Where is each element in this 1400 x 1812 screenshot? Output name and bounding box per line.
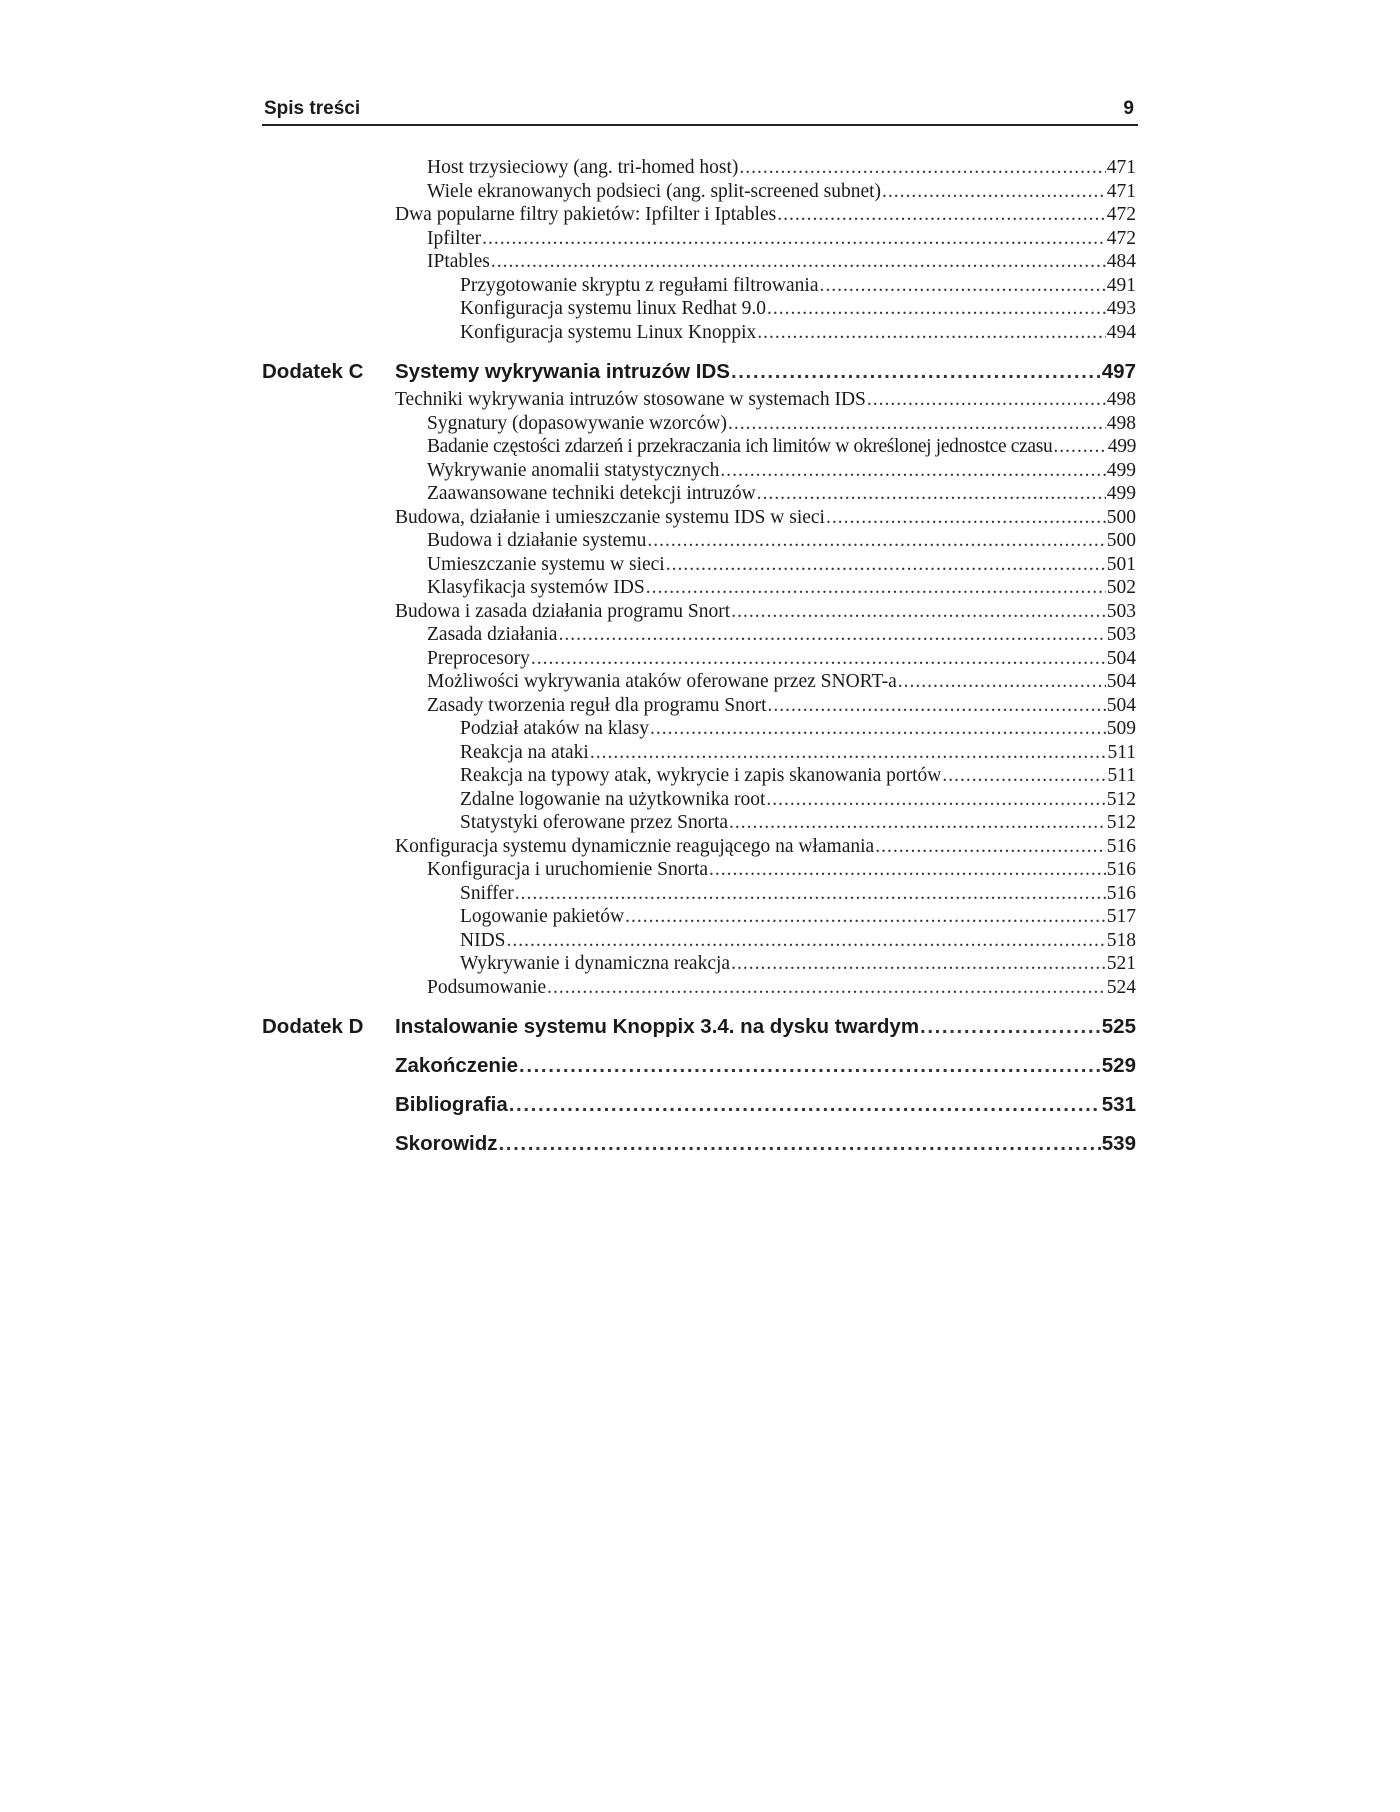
appendix-d-page: 525	[1101, 1015, 1136, 1038]
appendix-c-page: 497	[1101, 360, 1136, 383]
toc-entry[interactable]	[460, 905, 1138, 929]
dot-leader	[731, 952, 1106, 976]
dot-leader	[625, 905, 1106, 929]
dot-leader	[531, 647, 1106, 671]
spacer	[262, 1043, 1138, 1050]
toc-entry-title: Zasady tworzenia reguł dla programu Snort	[427, 694, 767, 716]
toc-entry[interactable]	[460, 811, 1138, 835]
toc-entry-page: 512	[1106, 788, 1136, 810]
toc-entry-page: 503	[1106, 600, 1136, 622]
toc-entry-title: Budowa i działanie systemu	[427, 530, 647, 551]
toc-entry-page: 512	[1106, 812, 1136, 833]
dot-leader	[728, 412, 1106, 436]
toc-entry-page: 493	[1106, 298, 1136, 319]
toc-entry-page: 509	[1106, 718, 1136, 739]
toc-entry[interactable]	[427, 670, 1138, 694]
running-head-page-number: 9	[1123, 98, 1134, 119]
toc-entry[interactable]	[460, 929, 1138, 953]
dot-leader	[647, 529, 1105, 553]
toc-entry-page: 472	[1106, 227, 1136, 249]
toc-entry-title: Wykrywanie anomalii statystycznych	[427, 459, 720, 481]
toc-entry[interactable]	[460, 297, 1138, 321]
closing-section-bibliography[interactable]	[395, 1089, 1138, 1121]
toc-entry[interactable]	[395, 835, 1138, 859]
dot-leader	[768, 694, 1106, 718]
dot-leader	[942, 764, 1106, 788]
toc-entry-page: 491	[1106, 274, 1136, 296]
toc-entry-title: Budowa i zasada działania programu Snort	[395, 600, 731, 622]
dot-leader	[590, 741, 1107, 765]
toc-entry[interactable]	[427, 435, 1138, 459]
toc-entry-page: 500	[1106, 506, 1136, 528]
toc-entry-title: Host trzysieciowy (ang. tri-homed host)	[427, 157, 739, 178]
dot-leader	[515, 882, 1106, 906]
dot-leader	[898, 670, 1106, 694]
dot-leader	[558, 623, 1105, 647]
toc-entry[interactable]	[427, 180, 1138, 204]
toc-entry[interactable]	[427, 412, 1138, 436]
toc-entry-page: 499	[1106, 459, 1136, 481]
closing-section-page: 531	[1101, 1093, 1136, 1116]
toc-entry-page: 498	[1106, 412, 1136, 434]
closing-section-title: Zakończenie	[395, 1054, 519, 1077]
toc-page	[262, 94, 1138, 1160]
dot-leader	[709, 858, 1106, 882]
toc-entry[interactable]	[427, 482, 1138, 506]
toc-entry-title: Konfiguracja systemu Linux Knoppix	[460, 321, 757, 343]
running-head-title: Spis treści	[264, 98, 361, 119]
toc-entry-title: Klasyfikacja systemów IDS	[427, 577, 645, 598]
toc-entry-page: 500	[1106, 530, 1136, 551]
toc-entry-title: Zaawansowane techniki detekcji intruzów	[427, 483, 756, 504]
closing-section-page: 539	[1101, 1132, 1136, 1155]
appendix-c-heading[interactable]	[262, 356, 1138, 388]
toc-entry-title: Ipfilter	[427, 227, 482, 249]
toc-entry-page: 494	[1106, 321, 1136, 343]
toc-entry[interactable]	[460, 717, 1138, 741]
toc-entry-title: Reakcja na ataki	[460, 741, 589, 763]
closing-section-page: 529	[1101, 1054, 1136, 1077]
toc-entry-page: 521	[1106, 953, 1136, 974]
table-of-contents	[262, 156, 1138, 1160]
toc-entry-title: Logowanie pakietów	[460, 906, 625, 927]
toc-entry[interactable]	[427, 858, 1138, 882]
toc-entry[interactable]	[427, 553, 1138, 577]
toc-entry-page: 517	[1106, 906, 1136, 927]
toc-entry-title: Sniffer	[460, 882, 514, 904]
toc-entry-page: 524	[1106, 976, 1136, 998]
toc-entry-page: 499	[1107, 436, 1136, 457]
closing-section-title: Skorowidz	[395, 1132, 498, 1155]
header-rule	[262, 124, 1138, 126]
dot-leader	[766, 788, 1105, 812]
dot-leader	[729, 811, 1106, 835]
toc-entry-title: Techniki wykrywania intruzów stosowane w systemach IDS	[395, 389, 866, 410]
toc-entry[interactable]	[427, 529, 1138, 553]
toc-entry[interactable]	[427, 694, 1138, 718]
toc-entry-title: Sygnatury (dopasowywanie wzorców)	[427, 412, 728, 434]
toc-entry[interactable]	[427, 227, 1138, 251]
appendix-c-label: Dodatek C	[262, 360, 364, 383]
dot-leader	[507, 929, 1106, 953]
toc-entry-page: 511	[1107, 765, 1136, 786]
dot-leader	[519, 1050, 1101, 1082]
dot-leader	[666, 553, 1106, 577]
spacer	[262, 344, 1138, 356]
dot-leader	[731, 600, 1106, 624]
toc-entry[interactable]	[460, 952, 1138, 976]
toc-entry[interactable]	[460, 764, 1138, 788]
dot-leader	[1053, 435, 1106, 459]
toc-entry-page: 502	[1106, 577, 1136, 598]
toc-entry-page: 516	[1106, 835, 1136, 857]
dot-leader	[757, 321, 1106, 345]
toc-entry-title: Konfiguracja systemu linux Redhat 9.0	[460, 298, 766, 319]
toc-entry-title: Konfiguracja i uruchomienie Snorta	[427, 859, 709, 880]
appendix-d-title: Instalowanie systemu Knoppix 3.4. na dysku twardym	[395, 1015, 920, 1038]
toc-entry-page: 472	[1106, 204, 1136, 225]
dot-leader	[819, 274, 1105, 298]
dot-leader	[867, 388, 1106, 412]
toc-entry-title: Możliwości wykrywania ataków oferowane przez SNORT-a	[427, 671, 897, 692]
toc-entry[interactable]	[395, 600, 1138, 624]
toc-entry-title: NIDS	[460, 929, 506, 951]
dot-leader	[499, 1128, 1101, 1160]
dot-leader	[650, 717, 1106, 741]
toc-entry[interactable]	[395, 388, 1138, 412]
toc-entry[interactable]	[460, 741, 1138, 765]
spacer	[262, 1082, 1138, 1089]
dot-leader	[509, 1089, 1101, 1121]
dot-leader	[767, 297, 1106, 321]
toc-entry-page: 471	[1106, 157, 1136, 178]
toc-entry-page: 504	[1106, 647, 1136, 669]
toc-entry[interactable]	[395, 203, 1138, 227]
appendix-c-title: Systemy wykrywania intruzów IDS	[395, 360, 730, 383]
toc-entry[interactable]	[427, 647, 1138, 671]
toc-entry-title: Wykrywanie i dynamiczna reakcja	[460, 953, 731, 974]
dot-leader	[720, 459, 1105, 483]
closing-section-conclusion[interactable]	[395, 1050, 1138, 1082]
toc-entry[interactable]	[460, 882, 1138, 906]
toc-entry-title: Wiele ekranowanych podsieci (ang. split-screened subnet)	[427, 180, 882, 202]
toc-entry[interactable]	[427, 156, 1138, 180]
dot-leader	[482, 227, 1106, 251]
running-head	[262, 94, 1138, 120]
toc-entry[interactable]	[460, 321, 1138, 345]
dot-leader	[646, 576, 1106, 600]
toc-entry[interactable]	[427, 576, 1138, 600]
toc-entry-title: Zdalne logowanie na użytkownika root	[460, 788, 766, 810]
toc-entry-title: Statystyki oferowane przez Snorta	[460, 812, 729, 833]
toc-entry-title: Umieszczanie systemu w sieci	[427, 553, 665, 575]
appendix-d-label: Dodatek D	[262, 1015, 364, 1038]
dot-leader	[739, 156, 1105, 180]
toc-entry-title: Budowa, działanie i umieszczanie systemu IDS w sieci	[395, 506, 825, 528]
spacer	[262, 1121, 1138, 1128]
toc-entry-page: 504	[1106, 671, 1136, 692]
dot-leader	[547, 976, 1106, 1000]
toc-entry[interactable]	[427, 623, 1138, 647]
toc-entry-title: Badanie częstości zdarzeń i przekraczania ich limitów w określonej jednostce czasu	[427, 436, 1053, 457]
dot-leader	[920, 1011, 1101, 1043]
toc-entry-title: Reakcja na typowy atak, wykrycie i zapis skanowania portów	[460, 765, 942, 786]
toc-entry-title: Przygotowanie skryptu z regułami filtrowania	[460, 274, 819, 296]
dot-leader	[491, 250, 1106, 274]
toc-entry-title: Dwa popularne filtry pakietów: Ipfilter i Iptables	[395, 204, 777, 225]
toc-entry-page: 518	[1106, 929, 1136, 951]
dot-leader	[826, 506, 1106, 530]
toc-entry-page: 504	[1106, 694, 1136, 716]
toc-entry-page: 516	[1106, 882, 1136, 904]
appendix-d-heading[interactable]	[262, 1011, 1138, 1043]
dot-leader	[757, 482, 1106, 506]
closing-section-title: Bibliografia	[395, 1093, 508, 1116]
closing-section-index[interactable]	[395, 1128, 1138, 1160]
dot-leader	[777, 203, 1106, 227]
toc-entry-page: 511	[1107, 741, 1136, 763]
toc-entry-title: Preprocesory	[427, 647, 530, 669]
toc-entry-title: IPtables	[427, 251, 490, 272]
toc-entry-page: 503	[1106, 624, 1136, 645]
toc-entry-page: 484	[1106, 251, 1136, 272]
dot-leader	[875, 835, 1106, 859]
toc-entry[interactable]	[460, 788, 1138, 812]
toc-entry-title: Konfiguracja systemu dynamicznie reagującego na włamania	[395, 835, 875, 857]
toc-entry-title: Podsumowanie	[427, 976, 547, 998]
toc-entry-title: Zasada działania	[427, 624, 558, 645]
toc-entry-page: 498	[1106, 389, 1136, 410]
toc-entry-page: 516	[1106, 859, 1136, 880]
spacer	[262, 999, 1138, 1011]
toc-entry[interactable]	[460, 274, 1138, 298]
toc-entry[interactable]	[395, 506, 1138, 530]
toc-entry[interactable]	[427, 459, 1138, 483]
toc-entry[interactable]	[427, 250, 1138, 274]
toc-entry-title: Podział ataków na klasy	[460, 718, 649, 739]
toc-entry-page: 471	[1106, 180, 1136, 202]
dot-leader	[731, 356, 1101, 388]
toc-entry[interactable]	[427, 976, 1138, 1000]
dot-leader	[882, 180, 1106, 204]
toc-entry-page: 501	[1106, 553, 1136, 575]
toc-entry-page: 499	[1106, 483, 1136, 504]
